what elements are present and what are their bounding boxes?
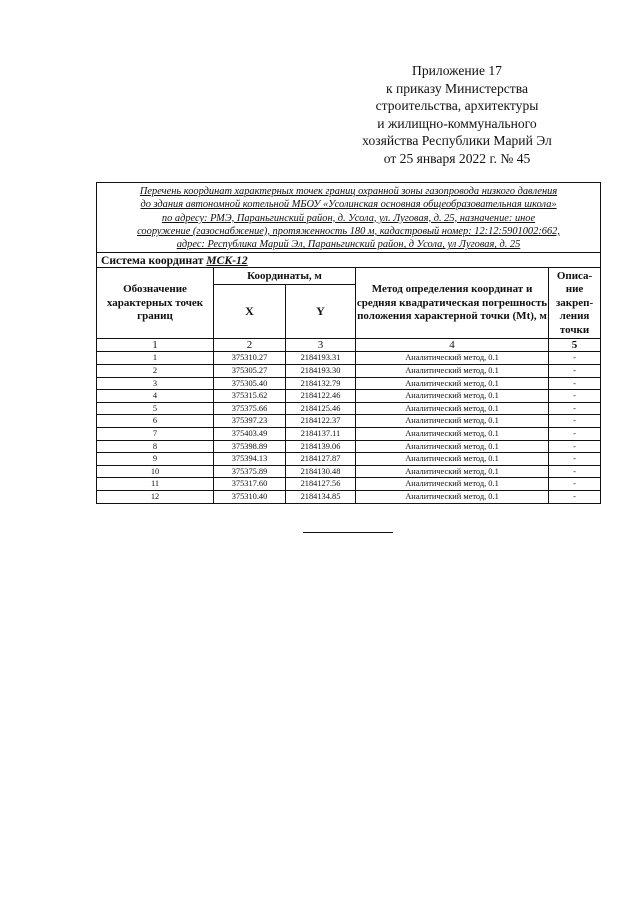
- header-method: Метод определения координат и средняя квадратическая погрешность положения характерной точки (Mt), м: [356, 268, 549, 339]
- column-number: 3: [286, 339, 356, 352]
- coordinate-y: 2184193.31: [286, 352, 356, 365]
- method: Аналитический метод, 0.1: [356, 390, 549, 403]
- coordinate-y: 2184127.87: [286, 453, 356, 466]
- title-line: до здания автономной котельной МБОУ «Усолинская основная общеобразовательная школа»: [140, 199, 557, 211]
- column-number: 4: [356, 339, 549, 352]
- signature-line: [303, 532, 393, 533]
- table-row: [97, 453, 601, 466]
- appendix-header: [327, 62, 587, 167]
- coordinate-y: 2184125.46: [286, 402, 356, 415]
- table-row: [97, 415, 601, 428]
- appendix-line: от 25 января 2022 г. № 45: [383, 150, 531, 166]
- title-line: по адресу: РМЭ, Параньгинский район, д. Усола, ул. Луговая, д. 25, назначение: иное: [161, 212, 536, 224]
- point-number: 11: [97, 478, 214, 491]
- coordinate-system: [97, 253, 601, 268]
- table-row: [97, 491, 601, 504]
- table-row: [97, 402, 601, 415]
- point-number: 1: [97, 352, 214, 365]
- table-row: [97, 440, 601, 453]
- coordinate-x: 375305.40: [214, 377, 286, 390]
- title-line: Перечень координат характерных точек границ охранной зоны газопровода низкого давления: [139, 186, 558, 197]
- appendix-line: к приказу Министерства: [385, 80, 529, 96]
- method: Аналитический метод, 0.1: [356, 478, 549, 491]
- coordinate-x: 375317.60: [214, 478, 286, 491]
- table-title-row: [97, 183, 601, 253]
- header-row: [97, 268, 601, 285]
- method: Аналитический метод, 0.1: [356, 465, 549, 478]
- coordinates-table: [96, 182, 601, 504]
- header-designation: Обозначение характерных точек границ: [97, 268, 214, 339]
- header-y: Y: [286, 285, 356, 339]
- description: -: [549, 402, 601, 415]
- method: Аналитический метод, 0.1: [356, 402, 549, 415]
- table-row: [97, 352, 601, 365]
- point-number: 12: [97, 491, 214, 504]
- column-number: 1: [97, 339, 214, 352]
- table-row: [97, 428, 601, 441]
- point-number: 6: [97, 415, 214, 428]
- coordinate-y: 2184134.85: [286, 491, 356, 504]
- column-number: 2: [214, 339, 286, 352]
- table-row: [97, 478, 601, 491]
- description: -: [549, 390, 601, 403]
- system-label: Система координат: [101, 254, 204, 268]
- appendix-line: строительства, архитектуры: [375, 98, 539, 113]
- description: -: [549, 440, 601, 453]
- coordinate-x: 375305.27: [214, 365, 286, 378]
- coordinate-y: 2184122.46: [286, 390, 356, 403]
- method: Аналитический метод, 0.1: [356, 453, 549, 466]
- title-line: сооружение (газоснабжение), протяженность 180 м, кадастровый номер: 12:12:5901002:662,: [137, 225, 560, 237]
- description: -: [549, 465, 601, 478]
- description: -: [549, 491, 601, 504]
- table-row: [97, 377, 601, 390]
- coordinate-y: 2184137.11: [286, 428, 356, 441]
- point-number: 4: [97, 390, 214, 403]
- point-number: 7: [97, 428, 214, 441]
- method: Аналитический метод, 0.1: [356, 415, 549, 428]
- coordinate-y: 2184130.48: [286, 465, 356, 478]
- coordinate-y: 2184139.06: [286, 440, 356, 453]
- header-x: X: [214, 285, 286, 339]
- description: -: [549, 415, 601, 428]
- description: -: [549, 352, 601, 365]
- title-line: адрес: Республика Марий Эл, Параньгинский район, д Усола, ул Луговая, д. 25: [176, 239, 521, 251]
- point-number: 8: [97, 440, 214, 453]
- system-value: МСК-12: [206, 254, 248, 268]
- appendix-line: и жилищно-коммунального: [377, 115, 537, 131]
- description: -: [549, 377, 601, 390]
- coordinate-x: 375375.66: [214, 402, 286, 415]
- coordinate-y: 2184122.37: [286, 415, 356, 428]
- coordinate-x: 375398.89: [214, 440, 286, 453]
- method: Аналитический метод, 0.1: [356, 352, 549, 365]
- coordinate-x: 375397.23: [214, 415, 286, 428]
- coordinate-x: 375375.89: [214, 465, 286, 478]
- description: -: [549, 478, 601, 491]
- method: Аналитический метод, 0.1: [356, 428, 549, 441]
- coordinate-y: 2184132.79: [286, 377, 356, 390]
- coordinate-y: 2184127.56: [286, 478, 356, 491]
- column-numbers-row: [97, 339, 601, 352]
- coordinate-x: 375310.40: [214, 491, 286, 504]
- table-title: [97, 183, 601, 253]
- point-number: 5: [97, 402, 214, 415]
- header-coordinates: Координаты, м: [214, 268, 356, 285]
- method: Аналитический метод, 0.1: [356, 491, 549, 504]
- appendix-line: Приложение 17: [412, 63, 502, 78]
- description: -: [549, 428, 601, 441]
- appendix-line: хозяйства Республики Марий Эл: [362, 133, 552, 148]
- method: Аналитический метод, 0.1: [356, 377, 549, 390]
- method: Аналитический метод, 0.1: [356, 440, 549, 453]
- header-description: Описа-ние закреп-ления точки: [549, 268, 601, 339]
- description: -: [549, 365, 601, 378]
- column-number: 5: [549, 339, 601, 352]
- coordinate-y: 2184193.30: [286, 365, 356, 378]
- coordinate-x: 375403.49: [214, 428, 286, 441]
- method: Аналитический метод, 0.1: [356, 365, 549, 378]
- coordinate-system-row: [97, 253, 601, 268]
- table-row: [97, 390, 601, 403]
- description: -: [549, 453, 601, 466]
- coordinate-x: 375315.62: [214, 390, 286, 403]
- point-number: 9: [97, 453, 214, 466]
- coordinate-x: 375394.13: [214, 453, 286, 466]
- point-number: 2: [97, 365, 214, 378]
- point-number: 10: [97, 465, 214, 478]
- table-body: [97, 183, 601, 504]
- coordinate-x: 375310.27: [214, 352, 286, 365]
- table-row: [97, 365, 601, 378]
- point-number: 3: [97, 377, 214, 390]
- table-row: [97, 465, 601, 478]
